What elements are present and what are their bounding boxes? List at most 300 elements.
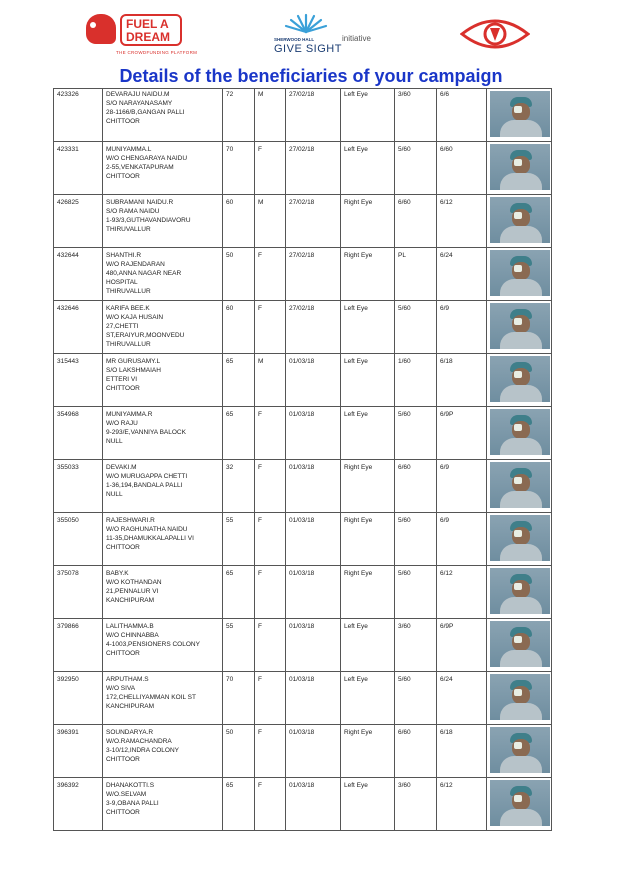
cell-pre-vision xyxy=(395,725,437,778)
cell-eye xyxy=(341,142,395,195)
beneficiary-sex: F xyxy=(258,146,262,153)
beneficiary-id: 375078 xyxy=(57,570,79,577)
cell-post-vision xyxy=(437,672,487,725)
cell-id xyxy=(54,725,103,778)
beneficiary-name: SOUNDARYA.R xyxy=(106,729,154,736)
page-title: Details of the beneficiaries of your campaign xyxy=(119,66,503,86)
beneficiary-photo xyxy=(490,303,550,349)
beneficiary-id: 423331 xyxy=(57,146,79,153)
table-row xyxy=(54,142,552,195)
address-line: CHITTOOR xyxy=(106,385,140,392)
cell-age xyxy=(223,142,255,195)
cell-sex xyxy=(255,566,286,619)
cell-eye xyxy=(341,566,395,619)
pre-op-vision: 5/60 xyxy=(398,676,411,683)
table-row xyxy=(54,672,552,725)
partner-name: GIVE SIGHT xyxy=(274,43,342,55)
beneficiary-photo xyxy=(490,144,550,190)
beneficiary-sex: F xyxy=(258,305,262,312)
cell-id xyxy=(54,513,103,566)
cell-date xyxy=(286,89,341,142)
cell-id xyxy=(54,89,103,142)
elephant-icon xyxy=(86,14,116,44)
beneficiary-id: 432644 xyxy=(57,252,79,259)
beneficiary-address xyxy=(106,216,220,234)
cell-date xyxy=(286,619,341,672)
operated-eye: Left Eye xyxy=(344,411,368,418)
cell-age xyxy=(223,354,255,407)
beneficiary-address xyxy=(106,108,220,126)
cell-photo xyxy=(487,195,552,248)
cell-eye xyxy=(341,89,395,142)
cell-eye xyxy=(341,513,395,566)
cell-pre-vision xyxy=(395,619,437,672)
beneficiary-id: 355033 xyxy=(57,464,79,471)
surgery-date: 01/03/18 xyxy=(289,517,315,524)
beneficiary-photo xyxy=(490,409,550,455)
address-line: HOSPITAL xyxy=(106,279,138,286)
cell-age xyxy=(223,725,255,778)
cell-details xyxy=(103,619,223,672)
cell-age xyxy=(223,89,255,142)
cell-pre-vision xyxy=(395,142,437,195)
operated-eye: Left Eye xyxy=(344,358,368,365)
cell-id xyxy=(54,778,103,831)
cell-date xyxy=(286,460,341,513)
post-op-vision: 6/9P xyxy=(440,623,454,630)
cell-photo xyxy=(487,460,552,513)
table-row xyxy=(54,725,552,778)
table-row xyxy=(54,195,552,248)
cell-post-vision xyxy=(437,566,487,619)
address-line: 21,PENNALUR VI xyxy=(106,588,159,595)
cell-date xyxy=(286,142,341,195)
beneficiary-name: DEVAKI.M xyxy=(106,464,137,471)
surgery-date: 27/02/18 xyxy=(289,91,315,98)
operated-eye: Right Eye xyxy=(344,464,373,471)
fuel-line2: DREAM xyxy=(126,30,170,44)
address-line: ST,ERAIYUR,MOONVEDU xyxy=(106,332,185,339)
beneficiary-id: 396392 xyxy=(57,782,79,789)
cell-pre-vision xyxy=(395,672,437,725)
operated-eye: Right Eye xyxy=(344,252,373,259)
cell-id xyxy=(54,301,103,354)
cell-details xyxy=(103,725,223,778)
beneficiary-relation: S/O RAMA NAIDU xyxy=(106,208,160,215)
cell-id xyxy=(54,354,103,407)
surgery-date: 01/03/18 xyxy=(289,570,315,577)
operated-eye: Right Eye xyxy=(344,517,373,524)
beneficiary-relation: W/O.RAMACHANDRA xyxy=(106,738,172,745)
beneficiary-name: SUBRAMANI NAIDU.R xyxy=(106,199,174,206)
beneficiary-age: 50 xyxy=(226,729,234,736)
cell-date xyxy=(286,778,341,831)
address-line: CHITTOOR xyxy=(106,650,140,657)
beneficiary-id: 423326 xyxy=(57,91,79,98)
cell-photo xyxy=(487,672,552,725)
cell-sex xyxy=(255,725,286,778)
beneficiary-relation: S/O NARAYANASAMY xyxy=(106,100,173,107)
cell-id xyxy=(54,142,103,195)
beneficiary-sex: F xyxy=(258,517,262,524)
operated-eye: Right Eye xyxy=(344,729,373,736)
beneficiary-photo xyxy=(490,515,550,561)
post-op-vision: 6/9 xyxy=(440,464,450,471)
pre-op-vision: 6/60 xyxy=(398,729,411,736)
beneficiary-name: MUNIYAMMA.R xyxy=(106,411,153,418)
cell-details xyxy=(103,672,223,725)
cell-post-vision xyxy=(437,513,487,566)
beneficiary-address xyxy=(106,693,220,711)
cell-pre-vision xyxy=(395,513,437,566)
beneficiary-relation: W/O MURUGAPPA CHETTI xyxy=(106,473,188,480)
cell-pre-vision xyxy=(395,354,437,407)
table-row xyxy=(54,460,552,513)
cell-post-vision xyxy=(437,89,487,142)
cell-details xyxy=(103,248,223,301)
table-row xyxy=(54,778,552,831)
address-line: CHITTOOR xyxy=(106,756,140,763)
cell-photo xyxy=(487,513,552,566)
cell-details xyxy=(103,407,223,460)
cell-post-vision xyxy=(437,725,487,778)
address-line: 28-1166/B,GANGAN PALLI xyxy=(106,109,185,116)
cell-photo xyxy=(487,301,552,354)
cell-post-vision xyxy=(437,195,487,248)
beneficiary-age: 60 xyxy=(226,305,234,312)
post-op-vision: 6/9 xyxy=(440,305,450,312)
beneficiary-sex: F xyxy=(258,570,262,577)
cell-pre-vision xyxy=(395,778,437,831)
cell-date xyxy=(286,513,341,566)
cell-post-vision xyxy=(437,460,487,513)
surgery-date: 01/03/18 xyxy=(289,729,315,736)
beneficiary-name: KARIFA BEE.K xyxy=(106,305,150,312)
cell-details xyxy=(103,566,223,619)
beneficiary-photo xyxy=(490,621,550,667)
pre-op-vision: 5/60 xyxy=(398,146,411,153)
cell-post-vision xyxy=(437,619,487,672)
beneficiary-address xyxy=(106,746,220,764)
beneficiary-age: 70 xyxy=(226,676,234,683)
operated-eye: Left Eye xyxy=(344,782,368,789)
cell-post-vision xyxy=(437,354,487,407)
cell-age xyxy=(223,778,255,831)
sunrise-icon xyxy=(282,12,330,34)
beneficiary-photo xyxy=(490,462,550,508)
operated-eye: Left Eye xyxy=(344,676,368,683)
cell-sex xyxy=(255,354,286,407)
pre-op-vision: 1/60 xyxy=(398,358,411,365)
beneficiary-sex: F xyxy=(258,676,262,683)
beneficiary-sex: F xyxy=(258,464,262,471)
beneficiary-name: MUNIYAMMA.L xyxy=(106,146,152,153)
pre-op-vision: 5/60 xyxy=(398,411,411,418)
beneficiary-photo xyxy=(490,197,550,243)
beneficiary-relation: W/O RAJENDARAN xyxy=(106,261,165,268)
address-line: 3-9,OBANA PALLI xyxy=(106,800,159,807)
post-op-vision: 6/12 xyxy=(440,782,453,789)
beneficiary-address xyxy=(106,322,220,349)
beneficiary-age: 50 xyxy=(226,252,234,259)
beneficiary-photo xyxy=(490,568,550,614)
beneficiary-address xyxy=(106,163,220,181)
cell-date xyxy=(286,566,341,619)
address-line: CHITTOOR xyxy=(106,173,140,180)
cell-photo xyxy=(487,619,552,672)
beneficiary-address xyxy=(106,799,220,817)
table-row xyxy=(54,301,552,354)
surgery-date: 01/03/18 xyxy=(289,623,315,630)
partner-sub: SHERWOOD HALL xyxy=(274,37,315,42)
beneficiary-relation: W/O CHINNABBA xyxy=(106,632,159,639)
beneficiary-age: 32 xyxy=(226,464,234,471)
beneficiary-age: 60 xyxy=(226,199,234,206)
cell-eye xyxy=(341,407,395,460)
beneficiary-name: DHANAKOTTI.S xyxy=(106,782,155,789)
cell-pre-vision xyxy=(395,301,437,354)
post-op-vision: 6/9 xyxy=(440,517,450,524)
cell-date xyxy=(286,725,341,778)
address-line: 9-293/E,VANNIYA BALOCK xyxy=(106,429,186,436)
beneficiary-age: 72 xyxy=(226,91,234,98)
cell-pre-vision xyxy=(395,248,437,301)
cell-post-vision xyxy=(437,301,487,354)
address-line: CHITTOOR xyxy=(106,809,140,816)
address-line: 172,CHELLIYAMMAN KOIL ST xyxy=(106,694,196,701)
cell-id xyxy=(54,248,103,301)
cell-sex xyxy=(255,195,286,248)
post-op-vision: 6/24 xyxy=(440,252,453,259)
cell-eye xyxy=(341,619,395,672)
fuel-a-dream-wordmark xyxy=(120,14,182,46)
address-line: 3-10/12,INDRA COLONY xyxy=(106,747,179,754)
address-line: NULL xyxy=(106,438,123,445)
beneficiary-address xyxy=(106,534,220,552)
cell-sex xyxy=(255,619,286,672)
beneficiary-relation: W/O KAJA HUSAIN xyxy=(106,314,164,321)
cell-eye xyxy=(341,725,395,778)
address-line: 27,CHETTI xyxy=(106,323,139,330)
cell-photo xyxy=(487,407,552,460)
operated-eye: Left Eye xyxy=(344,623,368,630)
beneficiary-name: ARPUTHAM.S xyxy=(106,676,149,683)
beneficiary-address xyxy=(106,375,220,393)
beneficiary-id: 392950 xyxy=(57,676,79,683)
post-op-vision: 6/18 xyxy=(440,358,453,365)
cell-eye xyxy=(341,778,395,831)
beneficiary-age: 65 xyxy=(226,358,234,365)
address-line: KANCHIPURAM xyxy=(106,597,155,604)
cell-sex xyxy=(255,142,286,195)
cell-photo xyxy=(487,778,552,831)
cell-id xyxy=(54,195,103,248)
cell-details xyxy=(103,195,223,248)
cell-age xyxy=(223,672,255,725)
cell-pre-vision xyxy=(395,195,437,248)
cell-sex xyxy=(255,460,286,513)
cell-date xyxy=(286,672,341,725)
fuel-line1: FUEL A xyxy=(126,17,169,31)
address-line: CHITTOOR xyxy=(106,118,140,125)
beneficiary-name: MR GURUSAMY.L xyxy=(106,358,161,365)
cell-id xyxy=(54,672,103,725)
surgery-date: 27/02/18 xyxy=(289,199,315,206)
cell-details xyxy=(103,778,223,831)
partner-tag: initiative xyxy=(342,34,371,43)
beneficiary-age: 55 xyxy=(226,517,234,524)
beneficiary-age: 70 xyxy=(226,146,234,153)
cell-date xyxy=(286,407,341,460)
fuel-tagline: THE CROWDFUNDING PLATFORM xyxy=(116,50,198,55)
cell-age xyxy=(223,460,255,513)
operated-eye: Left Eye xyxy=(344,146,368,153)
beneficiary-age: 65 xyxy=(226,570,234,577)
cell-date xyxy=(286,301,341,354)
table-row xyxy=(54,89,552,142)
cell-eye xyxy=(341,672,395,725)
cell-sex xyxy=(255,778,286,831)
cell-age xyxy=(223,407,255,460)
table-row xyxy=(54,513,552,566)
beneficiary-address xyxy=(106,269,220,296)
cell-details xyxy=(103,89,223,142)
address-line: 480,ANNA NAGAR NEAR xyxy=(106,270,182,277)
address-line: THIRUVALLUR xyxy=(106,288,151,295)
address-line: 1-93/3,GUTHAVANDIAVORU xyxy=(106,217,191,224)
table-row xyxy=(54,248,552,301)
post-op-vision: 6/6 xyxy=(440,91,450,98)
beneficiary-photo xyxy=(490,356,550,402)
beneficiary-sex: F xyxy=(258,729,262,736)
address-line: 4-1003,PENSIONERS COLONY xyxy=(106,641,200,648)
cell-date xyxy=(286,248,341,301)
cell-photo xyxy=(487,725,552,778)
pre-op-vision: 6/60 xyxy=(398,199,411,206)
cell-age xyxy=(223,248,255,301)
cell-post-vision xyxy=(437,142,487,195)
cell-details xyxy=(103,301,223,354)
cell-date xyxy=(286,195,341,248)
beneficiary-id: 315443 xyxy=(57,358,79,365)
beneficiary-name: RAJESHWARI.R xyxy=(106,517,155,524)
beneficiary-address xyxy=(106,587,220,605)
cell-details xyxy=(103,354,223,407)
cell-sex xyxy=(255,513,286,566)
surgery-date: 27/02/18 xyxy=(289,146,315,153)
pre-op-vision: PL xyxy=(398,252,406,259)
beneficiary-name: DEVARAJU NAIDU.M xyxy=(106,91,170,98)
beneficiary-sex: F xyxy=(258,411,262,418)
cell-sex xyxy=(255,301,286,354)
pre-op-vision: 5/60 xyxy=(398,517,411,524)
beneficiary-address xyxy=(106,481,220,499)
post-op-vision: 6/9P xyxy=(440,411,454,418)
address-line: KANCHIPURAM xyxy=(106,703,155,710)
cell-post-vision xyxy=(437,248,487,301)
address-line: THIRUVALLUR xyxy=(106,226,151,233)
beneficiary-relation: W/O CHENGARAYA NAIDU xyxy=(106,155,188,162)
cell-id xyxy=(54,460,103,513)
cell-pre-vision xyxy=(395,460,437,513)
cell-photo xyxy=(487,248,552,301)
cell-details xyxy=(103,460,223,513)
beneficiary-id: 355050 xyxy=(57,517,79,524)
address-line: CHITTOOR xyxy=(106,544,140,551)
beneficiary-sex: M xyxy=(258,199,264,206)
beneficiary-sex: F xyxy=(258,782,262,789)
beneficiary-photo xyxy=(490,250,550,296)
cell-eye xyxy=(341,460,395,513)
cell-pre-vision xyxy=(395,407,437,460)
pre-op-vision: 3/60 xyxy=(398,623,411,630)
beneficiary-id: 354968 xyxy=(57,411,79,418)
pre-op-vision: 5/60 xyxy=(398,570,411,577)
cell-age xyxy=(223,195,255,248)
post-op-vision: 6/18 xyxy=(440,729,453,736)
beneficiary-age: 55 xyxy=(226,623,234,630)
beneficiary-sex: F xyxy=(258,252,262,259)
beneficiaries-table xyxy=(53,88,552,831)
beneficiary-photo xyxy=(490,91,550,137)
address-line: 2-55,VENKATAPURAM xyxy=(106,164,174,171)
beneficiary-sex: M xyxy=(258,91,264,98)
beneficiary-photo xyxy=(490,674,550,720)
cell-post-vision xyxy=(437,778,487,831)
beneficiary-address xyxy=(106,640,220,658)
surgery-date: 01/03/18 xyxy=(289,782,315,789)
address-line: 11-35,DHAMUKKALAPALLI VI xyxy=(106,535,194,542)
address-line: 1-36,194,BANDALA PALLI xyxy=(106,482,183,489)
cell-photo xyxy=(487,142,552,195)
operated-eye: Right Eye xyxy=(344,570,373,577)
beneficiary-age: 65 xyxy=(226,411,234,418)
surgery-date: 27/02/18 xyxy=(289,252,315,259)
cell-age xyxy=(223,619,255,672)
beneficiary-id: 379866 xyxy=(57,623,79,630)
beneficiary-name: LALITHAMMA.B xyxy=(106,623,154,630)
cell-pre-vision xyxy=(395,89,437,142)
beneficiary-age: 65 xyxy=(226,782,234,789)
pre-op-vision: 5/60 xyxy=(398,305,411,312)
beneficiary-relation: W/O.SELVAM xyxy=(106,791,147,798)
beneficiary-id: 426825 xyxy=(57,199,79,206)
table-row xyxy=(54,566,552,619)
cell-eye xyxy=(341,354,395,407)
address-line: NULL xyxy=(106,491,123,498)
post-op-vision: 6/12 xyxy=(440,570,453,577)
surgery-date: 27/02/18 xyxy=(289,305,315,312)
cell-age xyxy=(223,513,255,566)
operated-eye: Right Eye xyxy=(344,199,373,206)
cell-id xyxy=(54,407,103,460)
beneficiary-id: 432646 xyxy=(57,305,79,312)
post-op-vision: 6/24 xyxy=(440,676,453,683)
surgery-date: 01/03/18 xyxy=(289,358,315,365)
table-row xyxy=(54,619,552,672)
cell-eye xyxy=(341,301,395,354)
cell-pre-vision xyxy=(395,566,437,619)
post-op-vision: 6/60 xyxy=(440,146,453,153)
beneficiary-name: BABY.K xyxy=(106,570,129,577)
cell-age xyxy=(223,566,255,619)
table-row xyxy=(54,407,552,460)
post-op-vision: 6/12 xyxy=(440,199,453,206)
beneficiary-sex: F xyxy=(258,623,262,630)
address-line: ETTERI VI xyxy=(106,376,138,383)
surgery-date: 01/03/18 xyxy=(289,411,315,418)
fuel-a-dream-logo xyxy=(86,10,198,60)
